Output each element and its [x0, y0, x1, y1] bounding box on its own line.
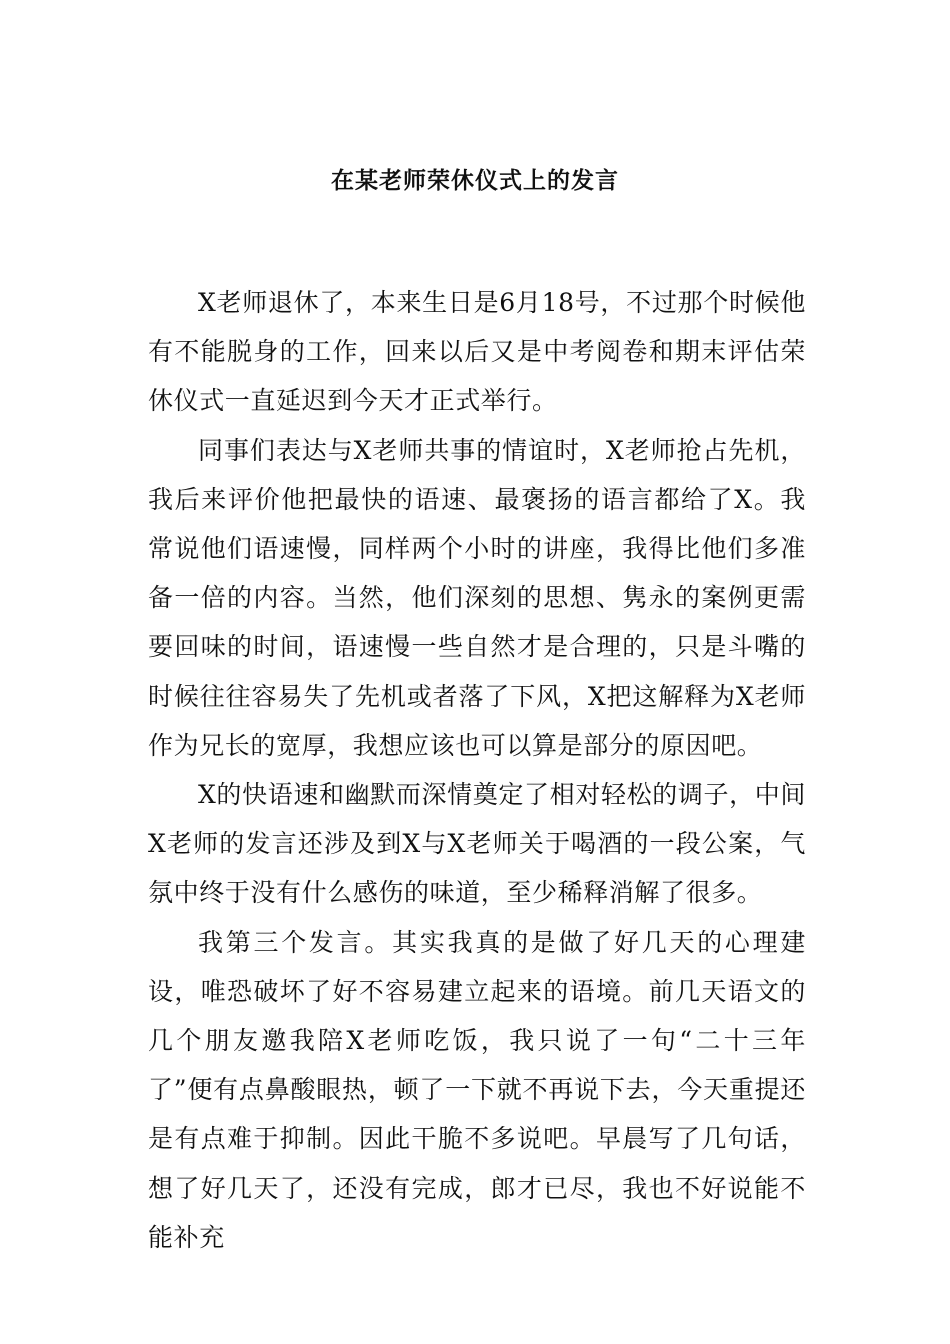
paragraph-3: X的快语速和幽默而深情奠定了相对轻松的调子，中间X老师的发言还涉及到X与X老师关于喝酒的一段公案，气氛中终于没有什么感伤的味道，至少稀释消解了很多。	[148, 780, 806, 908]
paragraph-4: 我第三个发言。其实我真的是做了好几天的心理建设，唯恐破坏了好不容易建立起来的语境。前几天语文的几个朋友邀我陪X老师吃饭，我只说了一句“二十三年了”便有点鼻酸眼热，顿了一下就不再说下去，今天重提还是有点难于抑制。因此干脆不多说吧。早晨写了几句话，想了好几天了，还没有完成，郎才已尽，我也不好说能不能补充	[148, 927, 806, 1252]
paragraph-1: X老师退休了，本来生日是6月18号，不过那个时候他有不能脱身的工作，回来以后又是中考阅卷和期末评估荣休仪式一直延迟到今天才正式举行。	[148, 288, 806, 416]
document-body	[148, 278, 806, 1262]
document-title: 在某老师荣休仪式上的发言	[331, 167, 619, 194]
paragraph-2: 同事们表达与X老师共事的情谊时，X老师抢占先机，我后来评价他把最快的语速、最褒扬的语言都给了X。我常说他们语速慢，同样两个小时的讲座，我得比他们多准备一倍的内容。当然，他们深刻的思想、隽永的案例更需要回味的时间，语速慢一些自然才是合理的，只是斗嘴的时候往往容易失了先机或者落了下风，X把这解释为X老师作为兄长的宽厚，我想应该也可以算是部分的原因吧。	[148, 435, 806, 760]
